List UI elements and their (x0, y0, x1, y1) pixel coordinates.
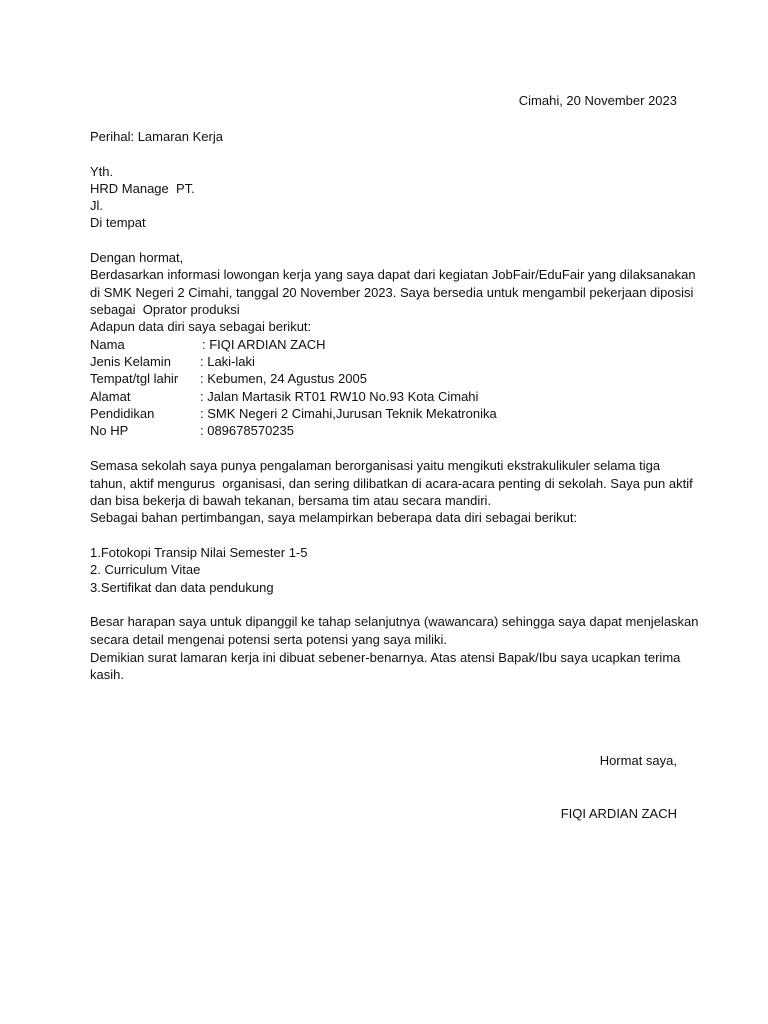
personal-data-value: : Kebumen, 24 Agustus 2005 (200, 371, 367, 386)
personal-data-label: Nama (90, 337, 125, 352)
personal-data-row (90, 388, 479, 405)
experience-line-1: Semasa sekolah saya punya pengalaman berorganisasi yaitu mengikuti ekstrakulikuler selama tiga (90, 458, 661, 473)
opening-paragraph-line-3: sebagai Oprator produksi (90, 302, 240, 317)
signature-salutation: Hormat saya, (599, 753, 677, 768)
signature-name: FIQI ARDIAN ZACH (560, 806, 677, 821)
attachment-item: 3.Sertifikat dan data pendukung (90, 580, 274, 595)
personal-data-value: : FIQI ARDIAN ZACH (202, 337, 326, 352)
personal-data-value: : SMK Negeri 2 Cimahi,Jurusan Teknik Mekatronika (200, 406, 497, 421)
personal-data-value: : 089678570235 (200, 423, 294, 438)
opening-paragraph-line-1: Berdasarkan informasi lowongan kerja yang saya dapat dari kegiatan JobFair/EduFair yang dilaksanakan (90, 267, 696, 282)
subject-line: Perihal: Lamaran Kerja (90, 129, 223, 144)
experience-line-2: tahun, aktif mengurus organisasi, dan sering dilibatkan di acara-acara penting di sekolah. Saya pun aktif (90, 476, 693, 491)
greeting: Dengan hormat, (90, 250, 184, 265)
personal-data-row (90, 422, 294, 439)
recipient-line-3: Jl. (90, 198, 103, 213)
personal-data-row (90, 370, 367, 387)
opening-paragraph-line-2: di SMK Negeri 2 Cimahi, tanggal 20 November 2023. Saya bersedia untuk mengambil pekerjaan diposisi (90, 285, 694, 300)
personal-data-value: : Laki-laki (200, 354, 255, 369)
closing-line-2: secara detail mengenai potensi serta potensi yang saya miliki. (90, 632, 447, 647)
personal-data-row (90, 353, 255, 370)
experience-line-4: Sebagai bahan pertimbangan, saya melampirkan beberapa data diri sebagai berikut: (90, 510, 578, 525)
personal-data-row (90, 336, 326, 353)
opening-paragraph-line-4: Adapun data diri saya sebagai berikut: (90, 319, 312, 334)
recipient-line-2: HRD Manage PT. (90, 181, 195, 196)
closing-line-4: kasih. (90, 667, 124, 682)
personal-data-row (90, 405, 497, 422)
personal-data-label: Jenis Kelamin (90, 354, 171, 369)
recipient-line-1: Yth. (90, 164, 114, 179)
place-date: Cimahi, 20 November 2023 (518, 93, 677, 108)
recipient-line-4: Di tempat (90, 215, 146, 230)
personal-data-label: Alamat (90, 389, 131, 404)
personal-data-value: : Jalan Martasik RT01 RW10 No.93 Kota Cimahi (200, 389, 479, 404)
attachment-item: 2. Curriculum Vitae (90, 562, 201, 577)
attachment-item: 1.Fotokopi Transip Nilai Semester 1-5 (90, 545, 308, 560)
personal-data-label: No HP (90, 423, 129, 438)
closing-line-3: Demikian surat lamaran kerja ini dibuat sebener-benarnya. Atas atensi Bapak/Ibu saya ucapkan terima (90, 650, 681, 665)
closing-line-1: Besar harapan saya untuk dipanggil ke tahap selanjutnya (wawancara) sehingga saya dapat menjelaskan (90, 614, 699, 629)
personal-data-label: Tempat/tgl lahir (90, 371, 179, 386)
personal-data-label: Pendidikan (90, 406, 155, 421)
experience-line-3: dan bisa bekerja di bawah tekanan, bersama tim atau secara mandiri. (90, 493, 492, 508)
